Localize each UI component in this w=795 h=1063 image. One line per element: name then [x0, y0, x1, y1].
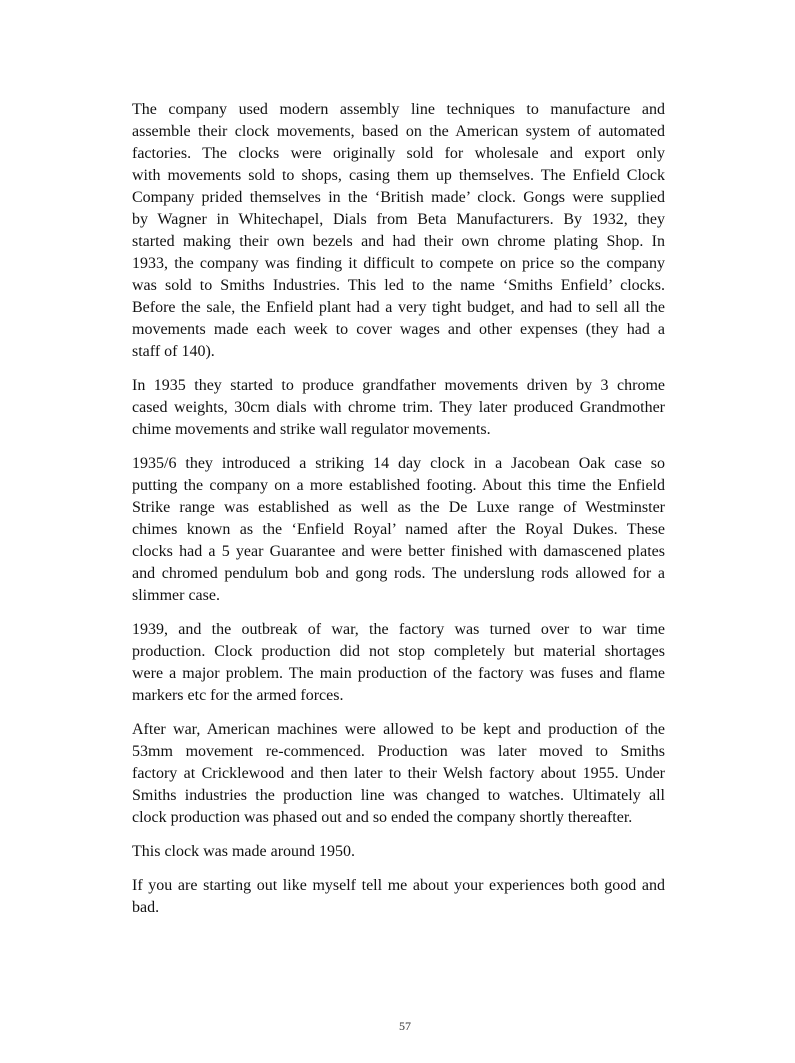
- text-line: markers etc for the armed forces.: [132, 687, 344, 704]
- text-line: started making their own bezels and had their own chrome plating Shop. In: [132, 233, 665, 250]
- text-line: 1935/6 they introduced a striking 14 day clock in a Jacobean Oak case so: [132, 455, 665, 472]
- text-line: slimmer case.: [132, 587, 220, 604]
- text-line: factories. The clocks were originally sold for wholesale and export only: [132, 145, 665, 162]
- text-line: Strike range was established as well as the De Luxe range of Westminster: [132, 499, 665, 516]
- text-line: assemble their clock movements, based on the American system of automated: [132, 123, 665, 140]
- text-line: bad.: [132, 899, 160, 916]
- text-line: In 1935 they started to produce grandfather movements driven by 3 chrome: [132, 377, 665, 394]
- text-line: movements made each week to cover wages and other expenses (they had a: [132, 321, 665, 338]
- paragraph: [132, 99, 665, 363]
- text-line: clocks had a 5 year Guarantee and were better finished with damascened plates: [132, 543, 665, 560]
- text-line: factory at Cricklewood and then later to their Welsh factory about 1955. Under: [132, 765, 665, 782]
- text-line: Smiths industries the production line was changed to watches. Ultimately all: [132, 787, 665, 804]
- text-line: putting the company on a more established footing. About this time the Enfield: [132, 477, 665, 494]
- text-line: The company used modern assembly line techniques to manufacture and: [132, 101, 665, 118]
- text-line: 1939, and the outbreak of war, the factory was turned over to war time: [132, 621, 665, 638]
- text-line: 53mm movement re-commenced. Production was later moved to Smiths: [132, 743, 665, 760]
- text-line: chime movements and strike wall regulator movements.: [132, 421, 491, 438]
- text-line: production. Clock production did not stop completely but material shortages: [132, 643, 665, 660]
- paragraph: [132, 375, 665, 441]
- paragraph: [132, 619, 665, 707]
- text-line: and chromed pendulum bob and gong rods. The underslung rods allowed for a: [132, 565, 665, 582]
- text-line: chimes known as the ‘Enfield Royal’ named after the Royal Dukes. These: [132, 521, 665, 538]
- paragraph: [132, 875, 665, 919]
- page-number: 57: [399, 1019, 411, 1033]
- paragraph: [132, 453, 665, 607]
- text-line: staff of 140).: [132, 343, 215, 360]
- text-line: by Wagner in Whitechapel, Dials from Beta Manufacturers. By 1932, they: [132, 211, 665, 228]
- text-line: were a major problem. The main production of the factory was fuses and flame: [132, 665, 665, 682]
- text-line: If you are starting out like myself tell me about your experiences both good and: [132, 877, 665, 894]
- document-body: [132, 99, 665, 931]
- text-line: 1933, the company was finding it difficult to compete on price so the company: [132, 255, 665, 272]
- text-line: clock production was phased out and so ended the company shortly thereafter.: [132, 809, 633, 826]
- text-line: This clock was made around 1950.: [132, 843, 356, 860]
- text-line: with movements sold to shops, casing them up themselves. The Enfield Clock: [132, 167, 665, 184]
- text-line: Before the sale, the Enfield plant had a very tight budget, and had to sell all the: [132, 299, 665, 316]
- paragraph: [132, 719, 665, 829]
- text-line: Company prided themselves in the ‘British made’ clock. Gongs were supplied: [132, 189, 665, 206]
- text-line: was sold to Smiths Industries. This led to the name ‘Smiths Enfield’ clocks.: [132, 277, 665, 294]
- paragraph: [132, 841, 665, 863]
- text-line: After war, American machines were allowed to be kept and production of the: [132, 721, 665, 738]
- text-line: cased weights, 30cm dials with chrome trim. They later produced Grandmother: [132, 399, 665, 416]
